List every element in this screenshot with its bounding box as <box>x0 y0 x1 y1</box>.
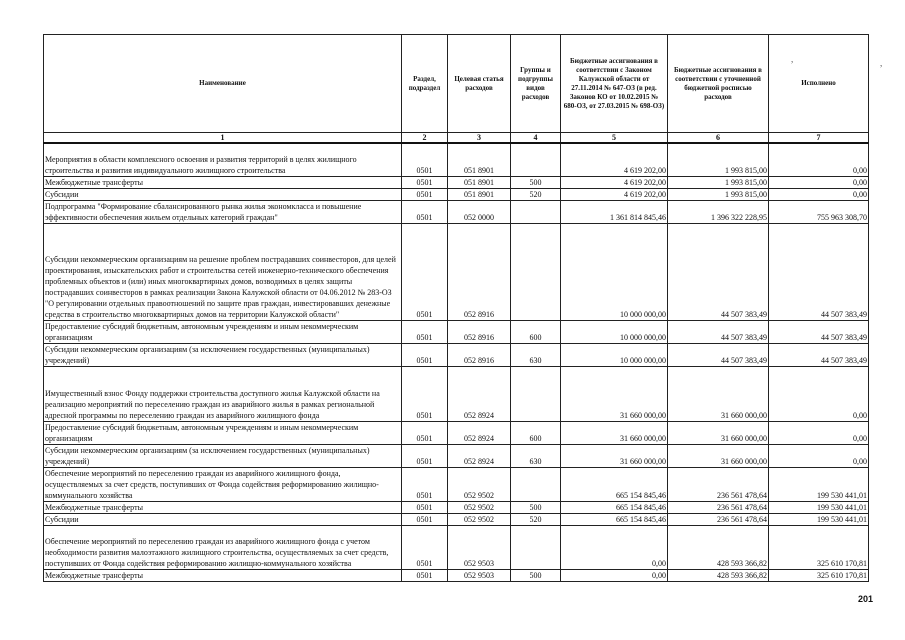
row-budget-refined: 428 593 366,82 <box>668 569 769 581</box>
col-header-budget-law: Бюджетные ассигнования в соответствии с Законом Калужской области от 27.11.2014 № 647-ОЗ (в ред. Законов КО от 10.02.2015 № 680-ОЗ, от 27.03.2015 № 698-ОЗ) <box>561 35 668 133</box>
row-statya: 052 8924 <box>448 421 511 444</box>
row-executed: 199 530 441,01 <box>769 467 869 501</box>
row-executed: 325 610 170,81 <box>769 569 869 581</box>
row-gruppa: 600 <box>511 320 561 343</box>
row-budget-law: 31 660 000,00 <box>561 366 668 421</box>
table-row <box>44 444 869 467</box>
row-statya: 052 8924 <box>448 366 511 421</box>
row-gruppa <box>511 223 561 320</box>
row-name: Обеспечение мероприятий по переселению граждан из аварийного жилищного фонда, осуществляемых за счет средств, поступивших от Фонда содействия реформированию жилищно-коммунального хозяйства <box>44 467 402 501</box>
table-row <box>44 366 869 421</box>
row-budget-refined: 1 993 815,00 <box>668 143 769 176</box>
table-body <box>44 143 869 581</box>
row-budget-refined: 428 593 366,82 <box>668 525 769 569</box>
row-statya: 052 9503 <box>448 525 511 569</box>
table-row <box>44 188 869 200</box>
col-number: 6 <box>668 133 769 144</box>
row-budget-law: 0,00 <box>561 569 668 581</box>
row-name: Субсидии <box>44 513 402 525</box>
row-budget-law: 4 619 202,00 <box>561 143 668 176</box>
col-number: 7 <box>769 133 869 144</box>
row-statya: 052 8916 <box>448 320 511 343</box>
row-name: Межбюджетные трансферты <box>44 569 402 581</box>
row-budget-refined: 1 993 815,00 <box>668 188 769 200</box>
row-budget-law: 10 000 000,00 <box>561 223 668 320</box>
table-row <box>44 200 869 223</box>
row-budget-refined: 1 396 322 228,95 <box>668 200 769 223</box>
row-razdel: 0501 <box>402 343 448 366</box>
col-number: 4 <box>511 133 561 144</box>
row-executed: 199 530 441,01 <box>769 501 869 513</box>
column-number-row <box>44 133 869 144</box>
row-executed: 0,00 <box>769 188 869 200</box>
row-razdel: 0501 <box>402 200 448 223</box>
table-row <box>44 320 869 343</box>
col-number: 1 <box>44 133 402 144</box>
row-gruppa: 520 <box>511 513 561 525</box>
row-gruppa: 600 <box>511 421 561 444</box>
row-statya: 052 9502 <box>448 501 511 513</box>
row-name: Субсидии некоммерческим организациям (за исключением государственных (муниципальных) учреждений) <box>44 444 402 467</box>
row-executed: 755 963 308,70 <box>769 200 869 223</box>
row-statya: 052 8916 <box>448 343 511 366</box>
table-row <box>44 223 869 320</box>
header-row <box>44 35 869 133</box>
row-executed: 199 530 441,01 <box>769 513 869 525</box>
row-razdel: 0501 <box>402 525 448 569</box>
row-statya: 051 8901 <box>448 143 511 176</box>
row-executed: 44 507 383,49 <box>769 343 869 366</box>
row-executed: 0,00 <box>769 176 869 188</box>
row-budget-refined: 44 507 383,49 <box>668 320 769 343</box>
row-budget-refined: 1 993 815,00 <box>668 176 769 188</box>
row-budget-law: 4 619 202,00 <box>561 188 668 200</box>
row-gruppa: 630 <box>511 444 561 467</box>
row-budget-refined: 236 561 478,64 <box>668 501 769 513</box>
row-name: Субсидии некоммерческим организациям на решение проблем пострадавших соинвесторов, для целей проектирования, изыскательских работ и строительства сетей инженерно-технического обеспечения проблемных объектов и (или) иных многоквартирных домов, возводимых в целях защиты пострадавших соинвесторов в рамках реализации Закона Калужской области от 04.06.2012 № 283-ОЗ "О регулировании отдельных правоотношений по защите прав граждан, инвестировавших денежные средства в строительство многоквартирных домов на территории Калужской области" <box>44 223 402 320</box>
col-number: 5 <box>561 133 668 144</box>
row-executed: 325 610 170,81 <box>769 525 869 569</box>
col-header-gruppa: Группы и подгруппы видов расходов <box>511 35 561 133</box>
row-statya: 052 8924 <box>448 444 511 467</box>
row-statya: 051 8901 <box>448 176 511 188</box>
row-razdel: 0501 <box>402 143 448 176</box>
row-gruppa: 630 <box>511 343 561 366</box>
page-number: 201 <box>858 594 874 604</box>
row-razdel: 0501 <box>402 188 448 200</box>
row-gruppa <box>511 525 561 569</box>
col-header-statya: Целевая статья расходов <box>448 35 511 133</box>
row-name: Имущественный взнос Фонду поддержки строительства доступного жилья Калужской области на реализацию мероприятий по переселению граждан из аварийного жилья в рамках региональной адресной программы по переселению граждан из аварийного жилищного фонда <box>44 366 402 421</box>
table-row <box>44 569 869 581</box>
row-executed: 0,00 <box>769 143 869 176</box>
col-header-budget-refined: Бюджетные ассигнования в соответствии с уточненной бюджетной росписью расходов <box>668 35 769 133</box>
row-gruppa <box>511 366 561 421</box>
row-budget-law: 10 000 000,00 <box>561 320 668 343</box>
row-statya: 052 9502 <box>448 467 511 501</box>
row-name: Подпрограмма "Формирование сбалансированного рынка жилья экономкласса и повышение эффективности обеспечения жильем отдельных категорий граждан" <box>44 200 402 223</box>
row-budget-refined: 31 660 000,00 <box>668 366 769 421</box>
row-statya: 052 8916 <box>448 223 511 320</box>
budget-table-sheet <box>43 34 868 582</box>
row-razdel: 0501 <box>402 569 448 581</box>
row-razdel: 0501 <box>402 176 448 188</box>
row-gruppa <box>511 467 561 501</box>
table-row <box>44 525 869 569</box>
row-statya: 052 9503 <box>448 569 511 581</box>
row-executed: 44 507 383,49 <box>769 320 869 343</box>
row-razdel: 0501 <box>402 467 448 501</box>
table-row <box>44 343 869 366</box>
row-budget-refined: 31 660 000,00 <box>668 421 769 444</box>
table-row <box>44 467 869 501</box>
row-budget-law: 31 660 000,00 <box>561 444 668 467</box>
row-razdel: 0501 <box>402 513 448 525</box>
col-header-name: Наименование <box>44 35 402 133</box>
row-budget-law: 665 154 845,46 <box>561 513 668 525</box>
row-razdel: 0501 <box>402 421 448 444</box>
row-razdel: 0501 <box>402 223 448 320</box>
row-budget-refined: 236 561 478,64 <box>668 513 769 525</box>
row-gruppa <box>511 143 561 176</box>
col-number: 3 <box>448 133 511 144</box>
row-razdel: 0501 <box>402 366 448 421</box>
row-budget-law: 1 361 814 845,46 <box>561 200 668 223</box>
row-gruppa: 520 <box>511 188 561 200</box>
row-executed: 0,00 <box>769 444 869 467</box>
row-gruppa: 500 <box>511 569 561 581</box>
col-header-executed: Исполнено <box>769 35 869 133</box>
row-budget-law: 10 000 000,00 <box>561 343 668 366</box>
row-name: Обеспечение мероприятий по переселению граждан из аварийного жилищного фонда с учетом необходимости развития малоэтажного жилищного строительства, осуществляемых за счет средств, поступивших от Фонда содействия реформированию жилищно-коммунального хозяйства <box>44 525 402 569</box>
table-row <box>44 176 869 188</box>
row-executed: 0,00 <box>769 421 869 444</box>
row-executed: 44 507 383,49 <box>769 223 869 320</box>
row-name: Межбюджетные трансферты <box>44 176 402 188</box>
table-row <box>44 421 869 444</box>
row-statya: 051 8901 <box>448 188 511 200</box>
row-gruppa <box>511 200 561 223</box>
row-gruppa: 500 <box>511 501 561 513</box>
table-row <box>44 513 869 525</box>
scan-mark: , <box>791 54 794 64</box>
row-name: Предоставление субсидий бюджетным, автономным учреждениям и иным некоммерческим организациям <box>44 421 402 444</box>
row-razdel: 0501 <box>402 444 448 467</box>
row-budget-law: 4 619 202,00 <box>561 176 668 188</box>
row-name: Субсидии <box>44 188 402 200</box>
row-name: Межбюджетные трансферты <box>44 501 402 513</box>
row-budget-refined: 236 561 478,64 <box>668 467 769 501</box>
row-statya: 052 0000 <box>448 200 511 223</box>
row-budget-refined: 44 507 383,49 <box>668 343 769 366</box>
row-executed: 0,00 <box>769 366 869 421</box>
row-name: Субсидии некоммерческим организациям (за исключением государственных (муниципальных) учреждений) <box>44 343 402 366</box>
row-statya: 052 9502 <box>448 513 511 525</box>
row-budget-law: 31 660 000,00 <box>561 421 668 444</box>
row-budget-law: 0,00 <box>561 525 668 569</box>
table-row <box>44 501 869 513</box>
row-budget-law: 665 154 845,46 <box>561 501 668 513</box>
row-budget-refined: 44 507 383,49 <box>668 223 769 320</box>
row-razdel: 0501 <box>402 320 448 343</box>
row-budget-refined: 31 660 000,00 <box>668 444 769 467</box>
row-razdel: 0501 <box>402 501 448 513</box>
row-budget-law: 665 154 845,46 <box>561 467 668 501</box>
col-header-razdel: Раздел, подраздел <box>402 35 448 133</box>
row-gruppa: 500 <box>511 176 561 188</box>
row-name: Предоставление субсидий бюджетным, автономным учреждениям и иным некоммерческим организациям <box>44 320 402 343</box>
budget-table <box>43 34 869 582</box>
col-number: 2 <box>402 133 448 144</box>
scan-mark: , <box>880 58 883 68</box>
table-row <box>44 143 869 176</box>
row-name: Мероприятия в области комплексного освоения и развития территорий в целях жилищного строительства и развития индивидуального жилищного строительства <box>44 143 402 176</box>
